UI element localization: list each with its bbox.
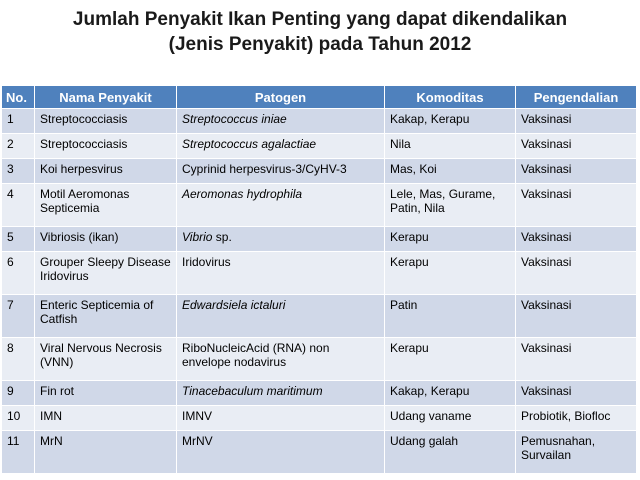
cell-komoditas: Kerapu: [385, 227, 516, 252]
table-row: [2, 134, 637, 159]
cell-komoditas: Patin: [385, 295, 516, 338]
cell-no: 7: [2, 295, 35, 338]
cell-patogen: MrNV: [177, 431, 385, 474]
table-row: [2, 184, 637, 227]
cell-komoditas: Kakap, Kerapu: [385, 109, 516, 134]
table-row: [2, 338, 637, 381]
cell-patogen: Tinacebaculum maritimum: [177, 381, 385, 406]
cell-pengendalian: Pemusnahan, Survailan: [516, 431, 637, 474]
cell-patogen: Streptococcus agalactiae: [177, 134, 385, 159]
cell-komoditas: Udang galah: [385, 431, 516, 474]
cell-pengendalian: Vaksinasi: [516, 295, 637, 338]
cell-nama: Fin rot: [35, 381, 177, 406]
header-pengendalian: Pengendalian: [516, 86, 637, 109]
cell-komoditas: Kakap, Kerapu: [385, 381, 516, 406]
cell-nama: Viral Nervous Necrosis (VNN): [35, 338, 177, 381]
cell-pengendalian: Vaksinasi: [516, 227, 637, 252]
cell-nama: Streptococciasis: [35, 134, 177, 159]
table-row: [2, 252, 637, 295]
cell-no: 11: [2, 431, 35, 474]
cell-nama: Motil Aeromonas Septicemia: [35, 184, 177, 227]
cell-nama: Koi herpesvirus: [35, 159, 177, 184]
table-row: [2, 227, 637, 252]
cell-pengendalian: Vaksinasi: [516, 159, 637, 184]
cell-nama: Enteric Septicemia of Catfish: [35, 295, 177, 338]
table-row: [2, 431, 637, 474]
cell-komoditas: Mas, Koi: [385, 159, 516, 184]
table-row: [2, 159, 637, 184]
cell-nama: Vibriosis (ikan): [35, 227, 177, 252]
cell-no: 4: [2, 184, 35, 227]
header-komoditas: Komoditas: [385, 86, 516, 109]
table-row: [2, 295, 637, 338]
cell-no: 1: [2, 109, 35, 134]
cell-pengendalian: Vaksinasi: [516, 109, 637, 134]
cell-nama: MrN: [35, 431, 177, 474]
cell-komoditas: Lele, Mas, Gurame, Patin, Nila: [385, 184, 516, 227]
cell-no: 2: [2, 134, 35, 159]
cell-komoditas: Kerapu: [385, 252, 516, 295]
genus-name: Vibrio: [182, 230, 213, 244]
table-row: [2, 406, 637, 431]
table-row: [2, 381, 637, 406]
cell-nama: Streptococciasis: [35, 109, 177, 134]
title-line-2: (Jenis Penyakit) pada Tahun 2012: [168, 34, 472, 55]
cell-no: 5: [2, 227, 35, 252]
cell-no: 8: [2, 338, 35, 381]
cell-komoditas: Nila: [385, 134, 516, 159]
header-nama-penyakit: Nama Penyakit: [35, 86, 177, 109]
cell-patogen: [177, 227, 385, 252]
cell-komoditas: Kerapu: [385, 338, 516, 381]
title-line-1: Jumlah Penyakit Ikan Penting yang dapat dikendalikan: [72, 9, 568, 30]
cell-pengendalian: Probiotik, Biofloc: [516, 406, 637, 431]
disease-table: [1, 85, 637, 474]
cell-pengendalian: Vaksinasi: [516, 134, 637, 159]
page-title: [0, 0, 640, 75]
cell-no: 3: [2, 159, 35, 184]
cell-pengendalian: Vaksinasi: [516, 381, 637, 406]
cell-patogen: Streptococcus iniae: [177, 109, 385, 134]
cell-no: 9: [2, 381, 35, 406]
cell-patogen: Aeromonas hydrophila: [177, 184, 385, 227]
table-row: [2, 109, 637, 134]
cell-patogen: Iridovirus: [177, 252, 385, 295]
table-header-row: [2, 86, 637, 109]
cell-nama: Grouper Sleepy Disease Iridovirus: [35, 252, 177, 295]
header-patogen: Patogen: [177, 86, 385, 109]
cell-patogen: Cyprinid herpesvirus-3/CyHV-3: [177, 159, 385, 184]
cell-no: 10: [2, 406, 35, 431]
cell-pengendalian: Vaksinasi: [516, 184, 637, 227]
cell-no: 6: [2, 252, 35, 295]
species-suffix: sp.: [212, 230, 232, 244]
cell-pengendalian: Vaksinasi: [516, 338, 637, 381]
cell-patogen: IMNV: [177, 406, 385, 431]
header-no: No.: [2, 86, 35, 109]
cell-patogen: Edwardsiela ictaluri: [177, 295, 385, 338]
cell-komoditas: Udang vaname: [385, 406, 516, 431]
cell-patogen: RiboNucleicAcid (RNA) non envelope nodavirus: [177, 338, 385, 381]
cell-nama: IMN: [35, 406, 177, 431]
cell-pengendalian: Vaksinasi: [516, 252, 637, 295]
